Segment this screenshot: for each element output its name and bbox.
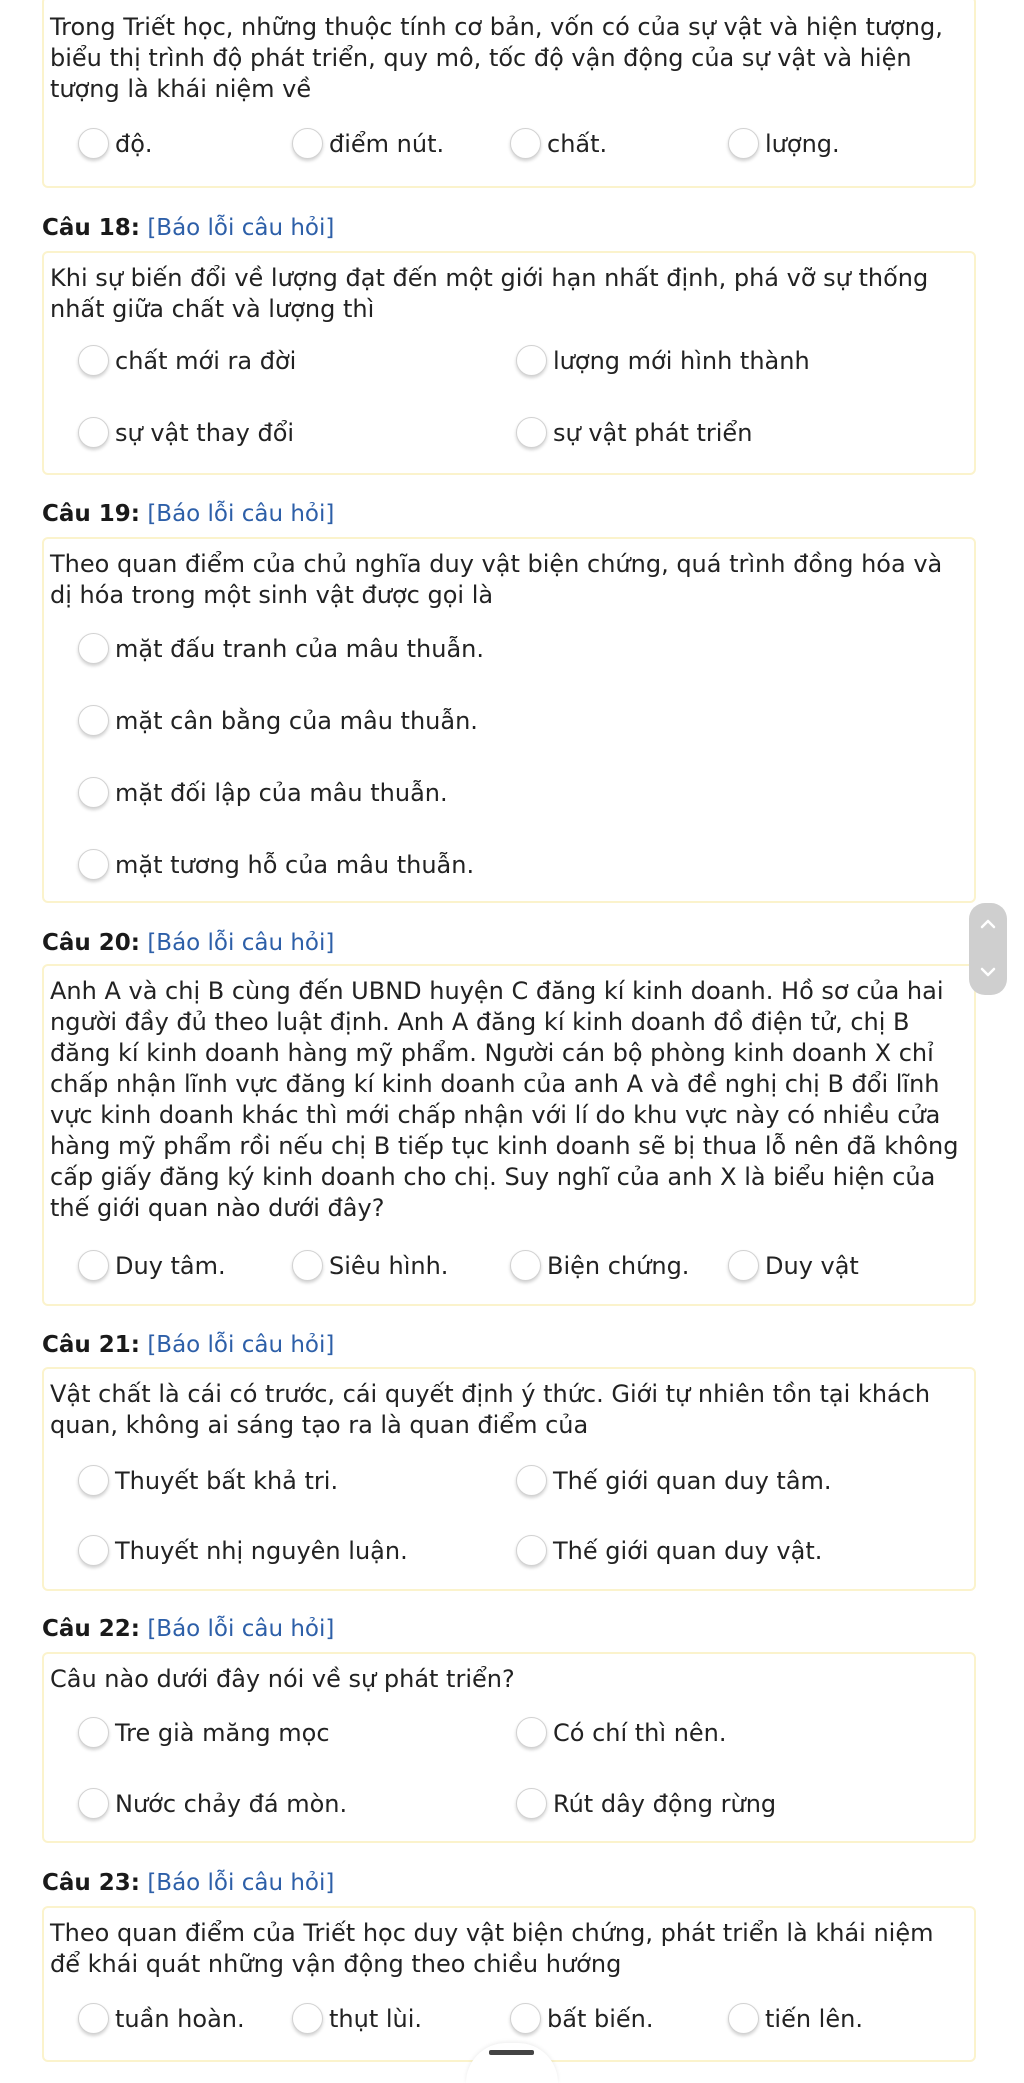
radio-button[interactable]: [728, 128, 759, 159]
question-19-header: [42, 499, 334, 529]
radio-button[interactable]: [516, 1465, 547, 1496]
radio-button[interactable]: [516, 1717, 547, 1748]
q21-option-d[interactable]: Thế giới quan duy vật.: [516, 1535, 822, 1566]
radio-button[interactable]: [78, 1250, 109, 1281]
q23-option-a[interactable]: tuần hoàn.: [78, 2003, 245, 2034]
question-19-text: Theo quan điểm của chủ nghĩa duy vật biện chứng, quá trình đồng hóa và dị hóa trong một sinh vật được gọi là: [50, 550, 943, 609]
scroll-control[interactable]: [969, 903, 1007, 995]
radio-button[interactable]: [78, 633, 109, 664]
question-21-text: Vật chất là cái có trước, cái quyết định ý thức. Giới tự nhiên tồn tại khách quan, không ai sáng tạo ra là quan điểm của: [50, 1380, 931, 1439]
q22-option-c[interactable]: Nước chảy đá mòn.: [78, 1788, 347, 1819]
q21-option-c[interactable]: Thuyết nhị nguyên luận.: [78, 1535, 408, 1566]
question-22-header: [42, 1614, 334, 1644]
report-error-link[interactable]: [Báo lỗi câu hỏi]: [147, 215, 335, 241]
q18-option-d[interactable]: sự vật phát triển: [516, 417, 752, 448]
q18-option-b[interactable]: lượng mới hình thành: [516, 345, 810, 376]
radio-button[interactable]: [516, 1788, 547, 1819]
q22-option-b[interactable]: Có chí thì nên.: [516, 1717, 727, 1748]
radio-button[interactable]: [292, 2003, 323, 2034]
report-error-link[interactable]: [Báo lỗi câu hỏi]: [147, 1332, 335, 1358]
report-error-link[interactable]: [Báo lỗi câu hỏi]: [147, 501, 335, 527]
q17-option-d[interactable]: lượng.: [728, 128, 840, 159]
q23-option-c[interactable]: bất biến.: [510, 2003, 654, 2034]
radio-button[interactable]: [78, 777, 109, 808]
report-error-link[interactable]: [Báo lỗi câu hỏi]: [147, 1870, 335, 1896]
question-23-header: [42, 1868, 334, 1898]
question-20-text: Anh A và chị B cùng đến UBND huyện C đăng kí kinh doanh. Hồ sơ của hai người đầy đủ theo luật định. Anh A đăng kí kinh doanh đồ điện tử, chị B đăng kí kinh doanh hàng mỹ phẩm. Người cán bộ phòng kinh doanh X chỉ chấp nhận lĩnh vực đăng kí kinh doanh của anh A và đề nghị chị B đổi lĩnh vực kinh doanh khác thì mới chấp nhận với lí do khu vực này có nhiều cửa hàng mỹ phẩm rồi nếu chị B tiếp tục kinh doanh sẽ bị thua lỗ nên đã không cấp giấy đăng ký kinh doanh cho chị. Suy nghĩ của anh X là biểu hiện của thế giới quan nào dưới đây?: [50, 977, 959, 1222]
question-17-text: Trong Triết học, những thuộc tính cơ bản, vốn có của sự vật và hiện tượng, biểu thị trình độ phát triển, quy mô, tốc độ vận động của sự vật và hiện tượng là khái niệm về: [50, 13, 943, 103]
q17-option-c[interactable]: chất.: [510, 128, 607, 159]
q21-option-a[interactable]: Thuyết bất khả tri.: [78, 1465, 338, 1496]
question-number: Câu 19:: [42, 501, 140, 527]
q19-option-a[interactable]: mặt đấu tranh của mâu thuẫn.: [78, 633, 484, 664]
question-number: Câu 21:: [42, 1332, 140, 1358]
radio-button[interactable]: [728, 1250, 759, 1281]
radio-button[interactable]: [78, 1788, 109, 1819]
radio-button[interactable]: [728, 2003, 759, 2034]
question-18-header: [42, 213, 334, 243]
radio-button[interactable]: [78, 345, 109, 376]
q23-option-b[interactable]: thụt lùi.: [292, 2003, 422, 2034]
radio-button[interactable]: [78, 1717, 109, 1748]
radio-button[interactable]: [516, 345, 547, 376]
radio-button[interactable]: [78, 2003, 109, 2034]
radio-button[interactable]: [516, 417, 547, 448]
question-21-header: [42, 1330, 334, 1360]
chevron-down-icon[interactable]: [978, 965, 998, 979]
q21-option-b[interactable]: Thế giới quan duy tâm.: [516, 1465, 832, 1496]
q18-option-c[interactable]: sự vật thay đổi: [78, 417, 294, 448]
report-error-link[interactable]: [Báo lỗi câu hỏi]: [147, 1616, 335, 1642]
radio-button[interactable]: [292, 128, 323, 159]
question-22-text: Câu nào dưới đây nói về sự phát triển?: [50, 1665, 515, 1693]
q23-option-d[interactable]: tiến lên.: [728, 2003, 863, 2034]
q20-option-d[interactable]: Duy vật: [728, 1250, 859, 1281]
question-number: Câu 23:: [42, 1870, 140, 1896]
radio-button[interactable]: [78, 1535, 109, 1566]
radio-button[interactable]: [78, 417, 109, 448]
q17-option-a[interactable]: độ.: [78, 128, 153, 159]
radio-button[interactable]: [78, 849, 109, 880]
q19-option-c[interactable]: mặt đối lập của mâu thuẫn.: [78, 777, 448, 808]
radio-button[interactable]: [510, 1250, 541, 1281]
q20-option-c[interactable]: Biện chứng.: [510, 1250, 689, 1281]
q22-option-d[interactable]: Rút dây động rừng: [516, 1788, 776, 1819]
q17-option-b[interactable]: điểm nút.: [292, 128, 444, 159]
radio-button[interactable]: [78, 128, 109, 159]
q20-option-a[interactable]: Duy tâm.: [78, 1250, 226, 1281]
question-18-text: Khi sự biến đổi về lượng đạt đến một giới hạn nhất định, phá vỡ sự thống nhất giữa chất và lượng thì: [50, 264, 929, 323]
q20-option-b[interactable]: Siêu hình.: [292, 1250, 448, 1281]
radio-button[interactable]: [78, 1465, 109, 1496]
q19-option-d[interactable]: mặt tương hỗ của mâu thuẫn.: [78, 849, 474, 880]
radio-button[interactable]: [510, 128, 541, 159]
q19-option-b[interactable]: mặt cân bằng của mâu thuẫn.: [78, 705, 478, 736]
q18-option-a[interactable]: chất mới ra đời: [78, 345, 296, 376]
question-number: Câu 20:: [42, 930, 140, 956]
radio-button[interactable]: [78, 705, 109, 736]
question-20-header: [42, 928, 334, 958]
question-number: Câu 22:: [42, 1616, 140, 1642]
chevron-up-icon[interactable]: [978, 917, 998, 931]
radio-button[interactable]: [510, 2003, 541, 2034]
drag-handle-icon[interactable]: [489, 2050, 534, 2055]
report-error-link[interactable]: [Báo lỗi câu hỏi]: [147, 930, 335, 956]
question-23-text: Theo quan điểm của Triết học duy vật biện chứng, phát triển là khái niệm để khái quát những vận động theo chiều hướng: [50, 1919, 934, 1978]
radio-button[interactable]: [292, 1250, 323, 1281]
radio-button[interactable]: [516, 1535, 547, 1566]
question-number: Câu 18:: [42, 215, 140, 241]
q22-option-a[interactable]: Tre già măng mọc: [78, 1717, 330, 1748]
